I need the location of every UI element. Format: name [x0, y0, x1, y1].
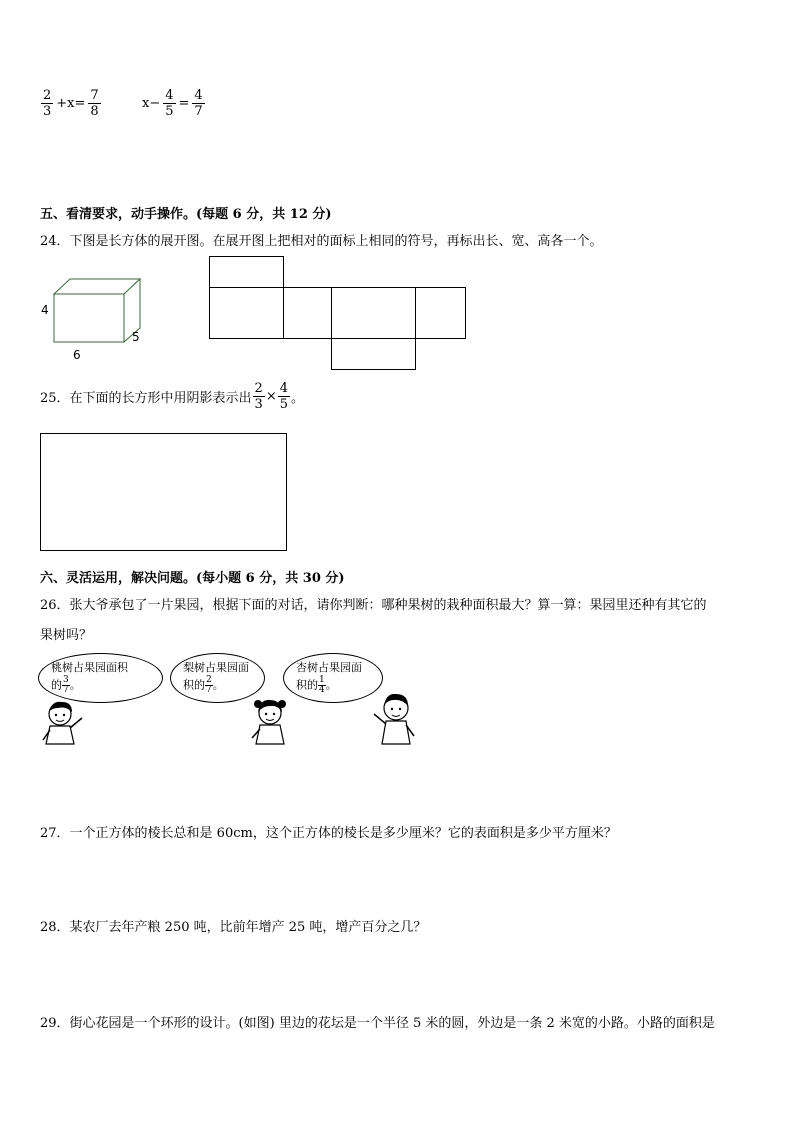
boy-cartoon-icon	[38, 698, 86, 748]
question-27-text: 27．一个正方体的棱长总和是 60cm，这个正方体的棱长是多少厘米？它的表面积是多少平方厘米？	[40, 826, 617, 841]
fraction: $\frac{1}{4}$	[319, 675, 325, 695]
net-face-bottom	[331, 338, 416, 370]
speech-bubble-peach: 桃树占果园面积 的 $\frac{3}{7}$ 。	[38, 653, 163, 703]
question-24-text: 24．下图是长方体的展开图。在展开图上把相对的面标上相同的符号，再标出长、宽、高各一个。	[40, 234, 603, 249]
question-25-text: 25．在下面的长方形中用阴影表示出 $\frac{2}{3}$ × $\frac{4}{5}$ 。	[40, 381, 305, 412]
question-26-line-2: 果树吗？	[40, 628, 93, 643]
fraction: $\frac{2}{3}$	[43, 88, 52, 119]
fraction: $\frac{2}{7}$	[206, 675, 212, 695]
question-28-text: 28．某农厂去年产粮 250 吨，比前年增产 25 吨，增产百分之几？	[40, 920, 427, 935]
boy-cartoon-icon	[368, 688, 420, 748]
cuboid-width-label: 5	[132, 330, 140, 344]
fraction: $\frac{7}{8}$	[90, 88, 99, 119]
shading-rectangle[interactable]	[40, 433, 287, 551]
equation-1: $\frac{2}{3}$ +x= $\frac{7}{8}$	[43, 88, 99, 119]
equation-2: x− $\frac{4}{5}$ = $\frac{4}{7}$	[142, 88, 203, 119]
fraction: $\frac{3}{7}$	[63, 675, 69, 695]
speech-bubble-pear: 梨树占果园面 积的 $\frac{2}{7}$ 。	[170, 653, 265, 703]
cuboid-length-label: 6	[73, 348, 81, 362]
question-26-line-1: 26．张大爷承包了一片果园，根据下面的对话，请你判断：哪种果树的栽种面积最大？算一算：果园里还种有其它的	[40, 598, 707, 613]
net-face-3	[331, 287, 416, 339]
speech-bubble-apricot: 杏树占果园面 积的 $\frac{1}{4}$ 。	[283, 653, 383, 703]
net-face-4	[415, 287, 466, 339]
question-29-text: 29．街心花园是一个环形的设计。(如图) 里边的花坛是一个半径 5 米的圆，外边是一条 2 米宽的小路。小路的面积是	[40, 1016, 715, 1031]
net-face-2	[283, 287, 332, 339]
net-face-top	[209, 256, 284, 288]
section-5-title: 五、看清要求，动手操作。(每题 6 分，共 12 分)	[40, 207, 332, 222]
girl-cartoon-icon	[248, 696, 294, 748]
section-6-title: 六、灵活运用，解决问题。(每小题 6 分，共 30 分)	[40, 571, 345, 586]
fraction: $\frac{2}{3}$	[254, 381, 263, 412]
net-face-1	[209, 287, 284, 339]
fraction: $\frac{4}{5}$	[279, 381, 289, 412]
cuboid-height-label: 4	[41, 303, 49, 317]
fraction: $\frac{4}{5}$	[165, 88, 174, 119]
fraction: $\frac{4}{7}$	[194, 88, 203, 119]
